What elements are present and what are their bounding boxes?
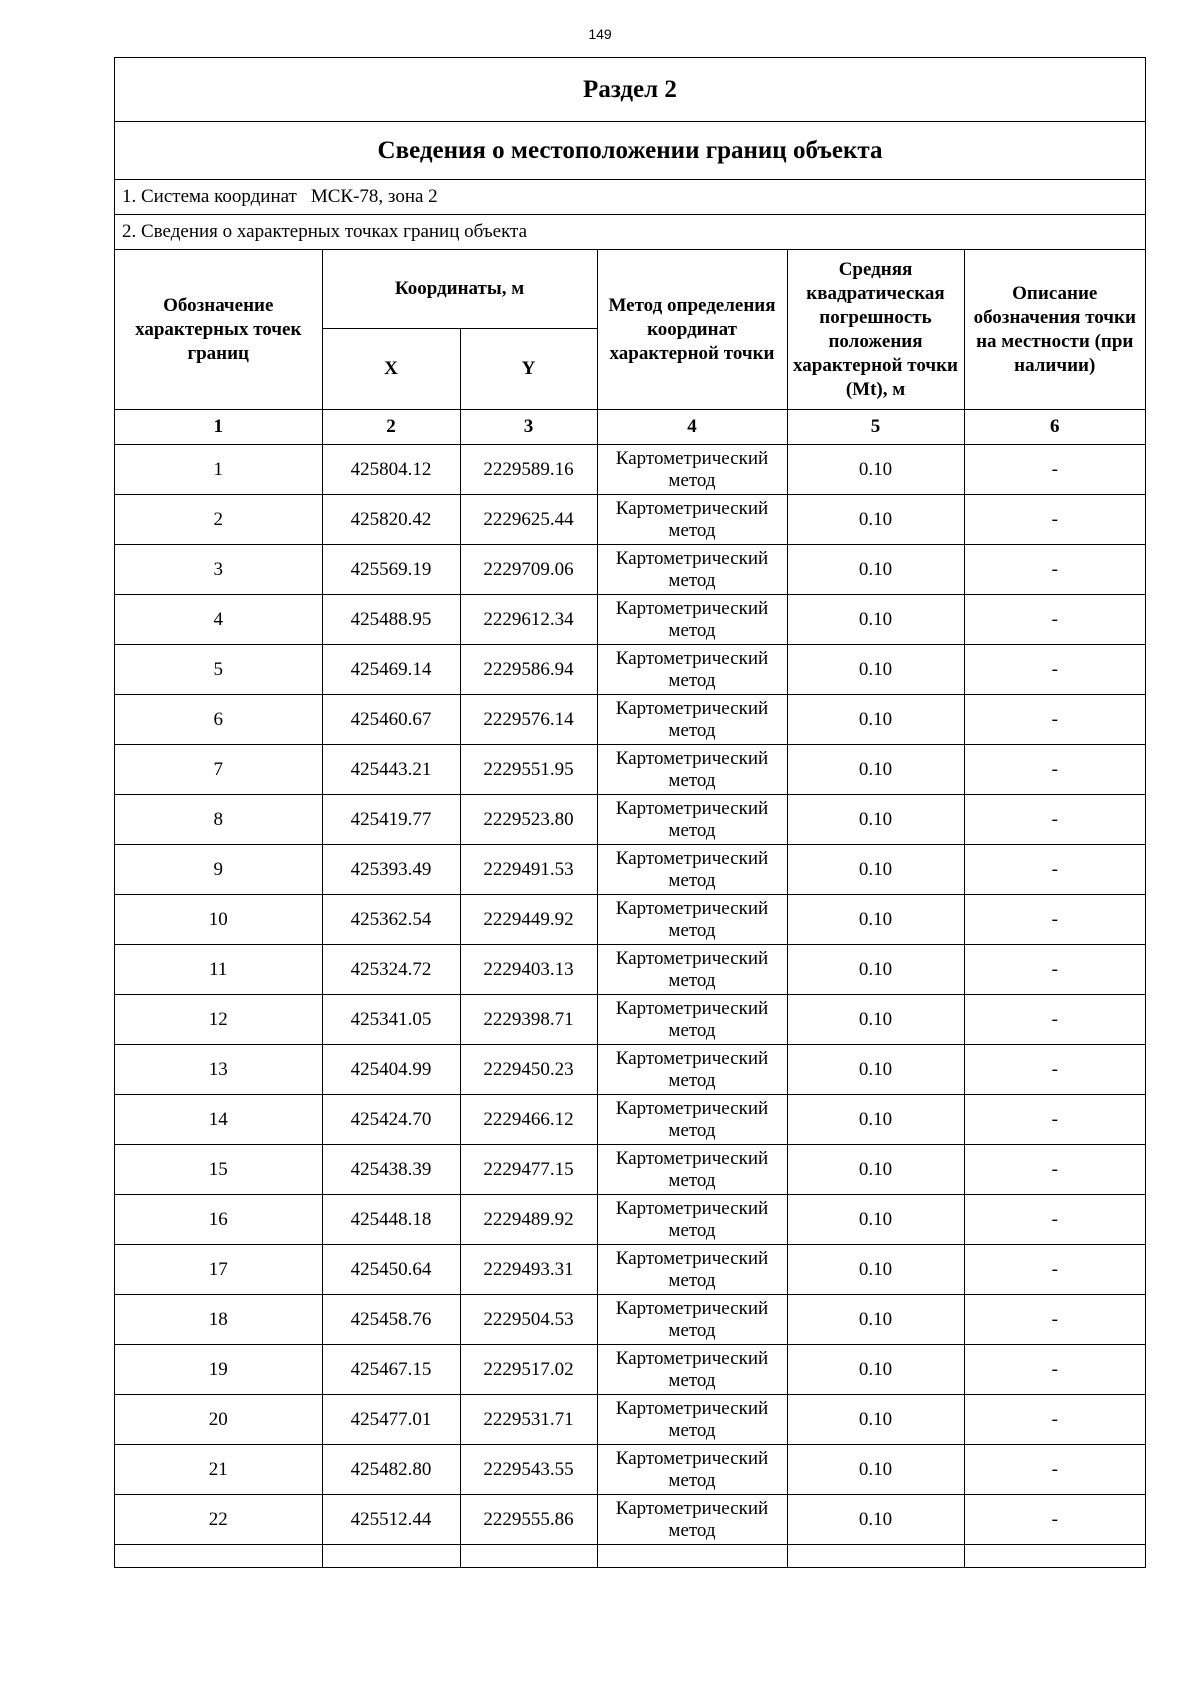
cell-description: - xyxy=(964,445,1145,495)
table-row xyxy=(115,1195,1145,1245)
cell-description: - xyxy=(964,1295,1145,1345)
cell-point-number: 3 xyxy=(115,545,322,595)
cell-description: - xyxy=(964,795,1145,845)
cell-mt: 0.10 xyxy=(787,995,964,1045)
cell-y: 2229466.12 xyxy=(460,1095,597,1145)
cell-x: 425488.95 xyxy=(322,595,460,645)
cell-mt: 0.10 xyxy=(787,1295,964,1345)
cell-method: Картометрический метод xyxy=(597,545,787,595)
cell-point-number: 11 xyxy=(115,945,322,995)
table-header-row xyxy=(115,250,1145,329)
cell-mt: 0.10 xyxy=(787,945,964,995)
cell-description: - xyxy=(964,945,1145,995)
cell-mt: 0.10 xyxy=(787,695,964,745)
cell-mt: 0.10 xyxy=(787,1395,964,1445)
cell-y: 2229523.80 xyxy=(460,795,597,845)
table-row xyxy=(115,1095,1145,1145)
cell-x: 425460.67 xyxy=(322,695,460,745)
cell-description: - xyxy=(964,495,1145,545)
cell-y: 2229493.31 xyxy=(460,1245,597,1295)
table-row xyxy=(115,1445,1145,1495)
cell-point-number: 22 xyxy=(115,1495,322,1545)
cell-x: 425512.44 xyxy=(322,1495,460,1545)
cell-mt: 0.10 xyxy=(787,1195,964,1245)
header-coordinates: Координаты, м xyxy=(322,250,597,329)
cell-method: Картометрический метод xyxy=(597,995,787,1045)
header-error: Средняя квадратическая погрешность положения характерной точки (Mt), м xyxy=(787,250,964,410)
table-row xyxy=(115,1395,1145,1445)
cell-x: 425448.18 xyxy=(322,1195,460,1245)
cell-point-number: 21 xyxy=(115,1445,322,1495)
cell-method: Картометрический метод xyxy=(597,1095,787,1145)
cell-point-number: 7 xyxy=(115,745,322,795)
column-number: 6 xyxy=(964,410,1145,445)
cell-method: Картометрический метод xyxy=(597,1395,787,1445)
cell-description: - xyxy=(964,1045,1145,1095)
cell-method: Картометрический метод xyxy=(597,445,787,495)
cell-y: 2229489.92 xyxy=(460,1195,597,1245)
cell-mt: 0.10 xyxy=(787,795,964,845)
cell-x: 425450.64 xyxy=(322,1245,460,1295)
table-row xyxy=(115,1045,1145,1095)
cell-point-number: 18 xyxy=(115,1295,322,1345)
cell-point-number: 12 xyxy=(115,995,322,1045)
table-row xyxy=(115,1245,1145,1295)
boundary-points-table xyxy=(115,250,1145,1567)
cell-y: 2229589.16 xyxy=(460,445,597,495)
cell-point-number: 16 xyxy=(115,1195,322,1245)
cell-y: 2229543.55 xyxy=(460,1445,597,1495)
cell-y: 2229517.02 xyxy=(460,1345,597,1395)
cell-y: 2229491.53 xyxy=(460,845,597,895)
cell-mt: 0.10 xyxy=(787,1095,964,1145)
cell-point-number: 4 xyxy=(115,595,322,645)
cell-y: 2229612.34 xyxy=(460,595,597,645)
cell-method: Картометрический метод xyxy=(597,1295,787,1345)
section-subtitle: Сведения о местоположении границ объекта xyxy=(115,122,1145,180)
cell-mt: 0.10 xyxy=(787,1145,964,1195)
header-method: Метод определения координат характерной точки xyxy=(597,250,787,410)
cell-x: 425477.01 xyxy=(322,1395,460,1445)
cell-y: 2229531.71 xyxy=(460,1395,597,1445)
cell-point-number: 15 xyxy=(115,1145,322,1195)
table-row xyxy=(115,695,1145,745)
cell-x: 425469.14 xyxy=(322,645,460,695)
cell-y: 2229450.23 xyxy=(460,1045,597,1095)
cell-mt: 0.10 xyxy=(787,645,964,695)
cell-description: - xyxy=(964,1145,1145,1195)
cell-description: - xyxy=(964,895,1145,945)
table-row xyxy=(115,845,1145,895)
cell-y: 2229576.14 xyxy=(460,695,597,745)
cell-y: 2229477.15 xyxy=(460,1145,597,1195)
cell-method: Картометрический метод xyxy=(597,495,787,545)
column-number: 1 xyxy=(115,410,322,445)
header-y: Y xyxy=(460,329,597,410)
cell-y: 2229449.92 xyxy=(460,895,597,945)
cell-method: Картометрический метод xyxy=(597,595,787,645)
cell-mt: 0.10 xyxy=(787,845,964,895)
cell-method: Картометрический метод xyxy=(597,1445,787,1495)
cell-point-number: 20 xyxy=(115,1395,322,1445)
cell-mt: 0.10 xyxy=(787,1445,964,1495)
cell-x: 425569.19 xyxy=(322,545,460,595)
cell-mt: 0.10 xyxy=(787,495,964,545)
cell-description: - xyxy=(964,1195,1145,1245)
coord-system-label: 1. Система координат xyxy=(122,186,297,207)
table-row xyxy=(115,545,1145,595)
cell-method: Картометрический метод xyxy=(597,1045,787,1095)
page-number: 149 xyxy=(588,26,612,42)
cell-mt: 0.10 xyxy=(787,745,964,795)
cell-point-number: 8 xyxy=(115,795,322,845)
cell-method: Картометрический метод xyxy=(597,845,787,895)
cell-y: 2229398.71 xyxy=(460,995,597,1045)
cell-x: 425362.54 xyxy=(322,895,460,945)
table-row xyxy=(115,1295,1145,1345)
cell-point-number: 10 xyxy=(115,895,322,945)
cell-point-number: 5 xyxy=(115,645,322,695)
header-description: Описание обозначения точки на местности (при наличии) xyxy=(964,250,1145,410)
cell-method: Картометрический метод xyxy=(597,945,787,995)
cell-description: - xyxy=(964,595,1145,645)
cell-y: 2229625.44 xyxy=(460,495,597,545)
cell-description: - xyxy=(964,1445,1145,1495)
cell-mt: 0.10 xyxy=(787,1495,964,1545)
cell-method: Картометрический метод xyxy=(597,645,787,695)
cell-mt: 0.10 xyxy=(787,595,964,645)
table-row xyxy=(115,895,1145,945)
cell-description: - xyxy=(964,695,1145,745)
section-title: Раздел 2 xyxy=(115,58,1145,122)
cell-description: - xyxy=(964,1395,1145,1445)
cell-method: Картометрический метод xyxy=(597,1495,787,1545)
cell-description: - xyxy=(964,1095,1145,1145)
coord-system-value: МСК-78, зона 2 xyxy=(310,186,438,207)
header-designation: Обозначение характерных точек границ xyxy=(115,250,322,410)
cell-mt: 0.10 xyxy=(787,1345,964,1395)
table-tail-row xyxy=(115,1545,1145,1568)
cell-mt: 0.10 xyxy=(787,895,964,945)
cell-x: 425393.49 xyxy=(322,845,460,895)
cell-point-number: 1 xyxy=(115,445,322,495)
cell-x: 425419.77 xyxy=(322,795,460,845)
cell-x: 425404.99 xyxy=(322,1045,460,1095)
cell-x: 425424.70 xyxy=(322,1095,460,1145)
cell-description: - xyxy=(964,645,1145,695)
table-body xyxy=(115,445,1145,1545)
cell-point-number: 9 xyxy=(115,845,322,895)
points-heading: 2. Сведения о характерных точках границ объекта xyxy=(115,215,1145,250)
cell-y: 2229504.53 xyxy=(460,1295,597,1345)
cell-x: 425820.42 xyxy=(322,495,460,545)
table-row xyxy=(115,445,1145,495)
cell-y: 2229709.06 xyxy=(460,545,597,595)
cell-point-number: 17 xyxy=(115,1245,322,1295)
cell-point-number: 14 xyxy=(115,1095,322,1145)
column-number: 4 xyxy=(597,410,787,445)
table-row xyxy=(115,645,1145,695)
cell-y: 2229586.94 xyxy=(460,645,597,695)
cell-method: Картометрический метод xyxy=(597,795,787,845)
cell-description: - xyxy=(964,1495,1145,1545)
cell-x: 425458.76 xyxy=(322,1295,460,1345)
cell-method: Картометрический метод xyxy=(597,895,787,945)
cell-x: 425324.72 xyxy=(322,945,460,995)
cell-mt: 0.10 xyxy=(787,1245,964,1295)
cell-x: 425482.80 xyxy=(322,1445,460,1495)
cell-point-number: 6 xyxy=(115,695,322,745)
column-number: 3 xyxy=(460,410,597,445)
cell-mt: 0.10 xyxy=(787,1045,964,1095)
column-numbers-row xyxy=(115,410,1145,445)
cell-method: Картометрический метод xyxy=(597,1345,787,1395)
table-row xyxy=(115,745,1145,795)
column-number: 5 xyxy=(787,410,964,445)
table-row xyxy=(115,795,1145,845)
cell-description: - xyxy=(964,1245,1145,1295)
coord-system-row xyxy=(115,180,1145,215)
cell-description: - xyxy=(964,1345,1145,1395)
cell-x: 425443.21 xyxy=(322,745,460,795)
cell-y: 2229555.86 xyxy=(460,1495,597,1545)
cell-y: 2229551.95 xyxy=(460,745,597,795)
cell-description: - xyxy=(964,995,1145,1045)
cell-x: 425438.39 xyxy=(322,1145,460,1195)
cell-method: Картометрический метод xyxy=(597,1195,787,1245)
cell-x: 425804.12 xyxy=(322,445,460,495)
cell-point-number: 2 xyxy=(115,495,322,545)
cell-mt: 0.10 xyxy=(787,445,964,495)
cell-method: Картометрический метод xyxy=(597,1145,787,1195)
cell-x: 425467.15 xyxy=(322,1345,460,1395)
table-row xyxy=(115,1495,1145,1545)
table-row xyxy=(115,495,1145,545)
table-row xyxy=(115,1345,1145,1395)
cell-y: 2229403.13 xyxy=(460,945,597,995)
header-x: X xyxy=(322,329,460,410)
cell-method: Картометрический метод xyxy=(597,695,787,745)
table-row xyxy=(115,995,1145,1045)
cell-description: - xyxy=(964,745,1145,795)
cell-method: Картометрический метод xyxy=(597,745,787,795)
cell-point-number: 19 xyxy=(115,1345,322,1395)
cell-description: - xyxy=(964,545,1145,595)
cell-mt: 0.10 xyxy=(787,545,964,595)
table-row xyxy=(115,595,1145,645)
table-row xyxy=(115,1145,1145,1195)
cell-description: - xyxy=(964,845,1145,895)
cell-point-number: 13 xyxy=(115,1045,322,1095)
cell-method: Картометрический метод xyxy=(597,1245,787,1295)
column-number: 2 xyxy=(322,410,460,445)
document-frame xyxy=(114,57,1146,1568)
table-row xyxy=(115,945,1145,995)
cell-x: 425341.05 xyxy=(322,995,460,1045)
